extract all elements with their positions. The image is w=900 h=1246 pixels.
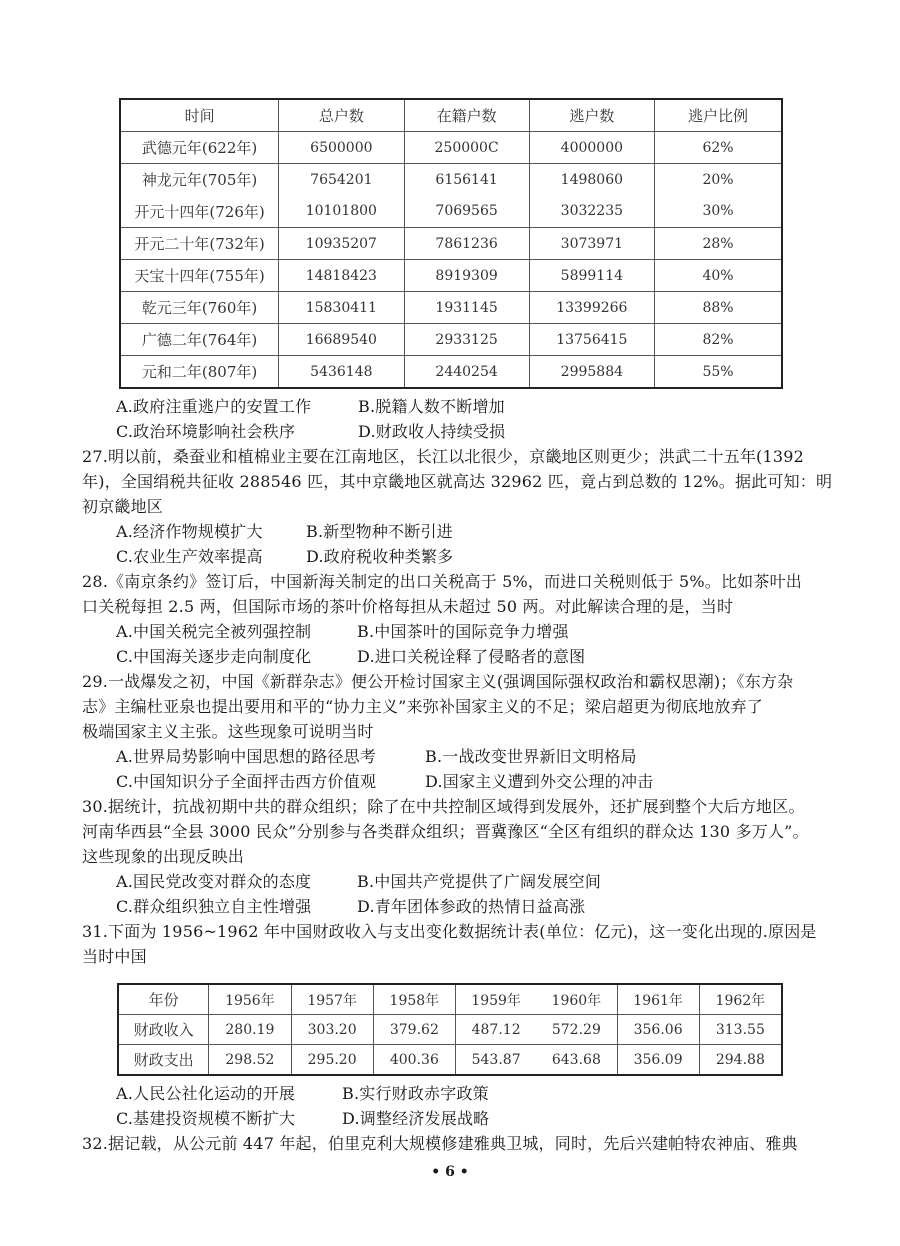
q29-option-b: B.一战改变世界新旧文明格局 (425, 747, 637, 766)
cell-line: 开元十四年(726年) (134, 202, 265, 221)
table-cell: 4000000 (529, 132, 654, 164)
q30-stem-line: 河南华西县“全县 3000 民众”分别参与各类群众组织；晋冀豫区“全区有组织的群众达 130 多万人”。 (82, 822, 809, 841)
table-cell: 14818423 (279, 260, 404, 292)
header-cell: 1958年 (373, 984, 455, 1015)
table-cell: 武德元年(622年) (120, 132, 279, 164)
q27-stem-line: 初京畿地区 (82, 497, 164, 516)
table-cell (279, 164, 404, 228)
cell-line: 6156141 (435, 171, 498, 188)
header-cell: 1961年 (617, 984, 699, 1015)
page-number: • 6 • (431, 1164, 469, 1180)
q31-option-d: D.调整经济发展战略 (342, 1109, 490, 1128)
q30-option-d: D.青年团体参政的热情日益高涨 (357, 897, 586, 916)
q29-option-a: A.世界局势影响中国思想的路径思考 (116, 747, 377, 766)
q32-stem-line: 32.据记载，从公元前 447 年起，伯里克利大规模修建雅典卫城，同时，先后兴建帕特农神庙、雅典 (82, 1134, 798, 1153)
header-cell: 1962年 (699, 984, 782, 1015)
q28-option-d: D.进口关税诠释了侵略者的意图 (357, 647, 586, 666)
q29-option-d: D.国家主义遭到外交公理的冲击 (425, 772, 654, 791)
table-cell: 3073971 (529, 228, 654, 260)
q27-stem-line: 27.明以前，桑蚕业和植棉业主要在江南地区，长江以北很少，京畿地区则更少；洪武二十五年(1392 (82, 447, 805, 466)
table-cell: 295.20 (291, 1045, 373, 1076)
table-row (120, 324, 782, 356)
q27-option-a: A.经济作物规模扩大 (116, 522, 263, 541)
header-cell (455, 984, 617, 1015)
header-cell: 逃户比例 (655, 99, 782, 132)
cell-line: 3032235 (560, 203, 624, 220)
q31-option-b: B.实行财政赤字政策 (342, 1084, 489, 1103)
header-cell: 总户数 (279, 99, 404, 132)
cell-line: 7069565 (435, 203, 498, 220)
cell-value: 643.68 (551, 1051, 601, 1068)
table-cell: 13399266 (529, 292, 654, 324)
table-row (120, 164, 782, 228)
q27-option-b: B.新型物种不断引进 (306, 522, 453, 541)
cell-line: 7654201 (310, 171, 373, 188)
table-row (120, 132, 782, 164)
table-cell: 13756415 (529, 324, 654, 356)
table-cell: 250000C (404, 132, 529, 164)
q30-option-c: C.群众组织独立自主性增强 (116, 897, 312, 916)
q28-option-b: B.中国茶叶的国际竞争力增强 (357, 622, 569, 641)
q27-option-d: D.政府税收种类繁多 (306, 547, 454, 566)
table-cell: 62% (655, 132, 782, 164)
header-cell: 1957年 (291, 984, 373, 1015)
q29-stem-line: 志》主编杜亚泉也提出要用和平的“协力主义”来弥补国家主义的不足；梁启超更为彻底地放弃了 (82, 697, 763, 716)
table-cell: 5899114 (529, 260, 654, 292)
cell-value: 1959年 (471, 992, 521, 1009)
cell-line: 神龙元年(705年) (141, 171, 258, 190)
table-cell: 15830411 (279, 292, 404, 324)
q28-option-a: A.中国关税完全被列强控制 (116, 622, 312, 641)
q31-option-c: C.基建投资规模不断扩大 (116, 1109, 296, 1128)
q30-option-a: A.国民党改变对群众的态度 (116, 872, 312, 891)
q30-option-b: B.中国共产党提供了广阔发展空间 (357, 872, 602, 891)
table-cell: 乾元三年(760年) (120, 292, 279, 324)
cell-value: 1960年 (551, 992, 602, 1009)
table-cell: 280.19 (209, 1015, 291, 1045)
table-cell: 7861236 (404, 228, 529, 260)
table-cell: 400.36 (373, 1045, 455, 1076)
q27-option-c: C.农业生产效率提高 (116, 547, 263, 566)
table-cell: 313.55 (699, 1015, 782, 1045)
table-cell: 356.06 (617, 1015, 699, 1045)
table-cell: 303.20 (291, 1015, 373, 1045)
table-cell: 294.88 (699, 1045, 782, 1076)
q29-stem-line: 极端国家主义主张。这些现象可说明当时 (82, 722, 374, 741)
table-cell: 2933125 (404, 324, 529, 356)
q26-option-d: D.财政收人持续受损 (358, 422, 506, 441)
cell-line: 20% (702, 171, 734, 188)
table-cell (404, 164, 529, 228)
cell-line: 1498060 (560, 171, 624, 188)
table-cell (455, 1015, 617, 1045)
q27-stem-line: 年)，全国绢税共征收 288546 匹，其中京畿地区就高达 32962 匹，竟占到总数的 12%。据此可知：明 (82, 472, 833, 491)
q31-option-a: A.人民公社化运动的开展 (116, 1084, 296, 1103)
q31-stem-line: 当时中国 (82, 947, 147, 966)
fiscal-table (117, 983, 783, 1076)
header-cell: 时间 (120, 99, 279, 132)
household-escape-table (119, 98, 783, 389)
q26-option-a: A.政府注重逃户的安置工作 (116, 397, 312, 416)
table-row (120, 228, 782, 260)
table-cell: 6500000 (279, 132, 404, 164)
table-row (120, 260, 782, 292)
q26-option-c: C.政治环境影响社会秩序 (116, 422, 296, 441)
header-cell: 逃户数 (529, 99, 654, 132)
table-cell (655, 164, 782, 228)
row-label: 财政收入 (118, 1015, 209, 1045)
cell-line: 10101800 (305, 203, 377, 220)
q29-option-c: C.中国知识分子全面抨击西方价值观 (116, 772, 377, 791)
table-cell (120, 164, 279, 228)
row-label: 财政支出 (118, 1045, 209, 1076)
table-cell: 55% (655, 356, 782, 389)
table-cell: 2440254 (404, 356, 529, 389)
cell-value: 487.12 (471, 1021, 521, 1038)
table-cell: 8919309 (404, 260, 529, 292)
table-cell: 5436148 (279, 356, 404, 389)
q28-option-c: C.中国海关逐步走向制度化 (116, 647, 312, 666)
table-cell: 40% (655, 260, 782, 292)
table-cell: 298.52 (209, 1045, 291, 1076)
q30-stem-line: 这些现象的出现反映出 (82, 847, 245, 866)
table-cell: 88% (655, 292, 782, 324)
cell-value: 572.29 (551, 1021, 601, 1038)
table-cell: 28% (655, 228, 782, 260)
q31-stem-line: 31.下面为 1956~1962 年中国财政收入与支出变化数据统计表(单位：亿元)，这一变化出现的.原因是 (82, 922, 817, 941)
q28-stem-line: 28.《南京条约》签订后，中国新海关制定的出口关税高于 5%，而进口关税则低于 5%。比如茶叶出 (82, 572, 802, 591)
table-cell: 16689540 (279, 324, 404, 356)
table-cell: 天宝十四年(755年) (120, 260, 279, 292)
header-cell: 在籍户数 (404, 99, 529, 132)
cell-line: 30% (702, 203, 734, 220)
table-cell: 10935207 (279, 228, 404, 260)
table-cell: 广德二年(764年) (120, 324, 279, 356)
table-header-row (120, 99, 782, 132)
q29-stem-line: 29.一战爆发之初，中国《新群杂志》便公开检讨国家主义(强调国际强权政治和霸权思潮)；《东方杂 (82, 672, 794, 691)
table-row (118, 1045, 782, 1076)
table-cell (455, 1045, 617, 1076)
table-cell: 356.09 (617, 1045, 699, 1076)
table-row (120, 356, 782, 389)
table-cell: 1931145 (404, 292, 529, 324)
table-row (118, 1015, 782, 1045)
header-cell: 1956年 (209, 984, 291, 1015)
table-cell: 开元二十年(732年) (120, 228, 279, 260)
q30-stem-line: 30.据统计，抗战初期中共的群众组织；除了在中共控制区域得到发展外，还扩展到整个大后方地区。 (82, 797, 805, 816)
header-cell: 年份 (118, 984, 209, 1015)
table-row (120, 292, 782, 324)
q28-stem-line: 口关税每担 2.5 两，但国际市场的茶叶价格每担从未超过 50 两。对此解读合理的是，当时 (82, 597, 734, 616)
table-cell: 379.62 (373, 1015, 455, 1045)
table-header-row (118, 984, 782, 1015)
q26-option-b: B.脱籍人数不断增加 (358, 397, 505, 416)
table-cell (529, 164, 654, 228)
table-cell: 2995884 (529, 356, 654, 389)
cell-value: 543.87 (471, 1051, 521, 1068)
table-cell: 元和二年(807年) (120, 356, 279, 389)
table-cell: 82% (655, 324, 782, 356)
